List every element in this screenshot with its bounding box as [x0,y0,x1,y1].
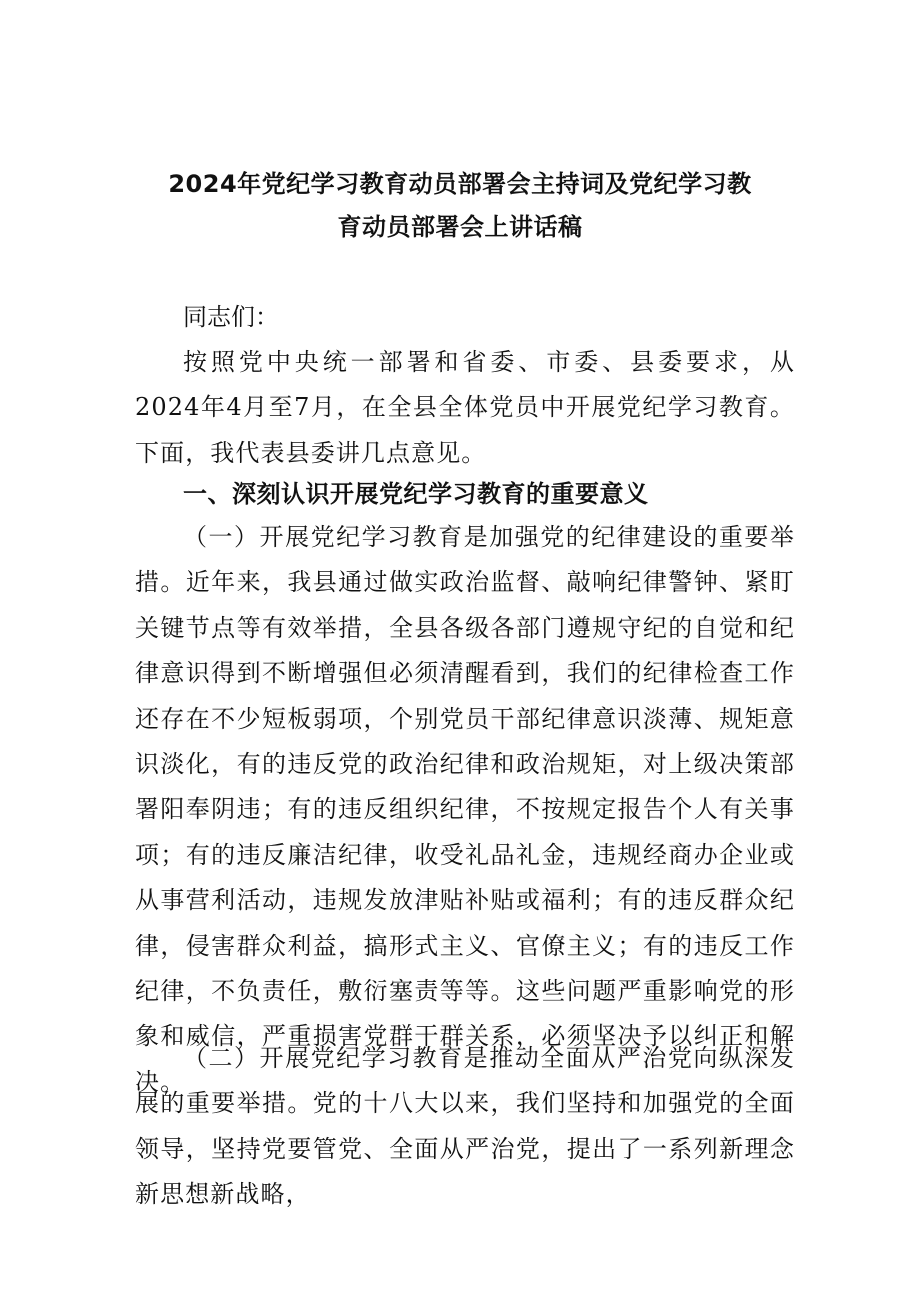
paragraph-section-1-2: （二）开展党纪学习教育是推动全面从严治党向纵深发展的重要举措。党的十八大以来，我们坚持和加强党的全面领导，坚持党要管党、全面从严治党，提出了一系列新理念新思想新战略， [135,1044,795,1209]
paragraph-section-1-1: （一）开展党纪学习教育是加强党的纪律建设的重要举措。近年来，我县通过做实政治监督、敲响纪律警钟、紧盯关键节点等有效举措，全县各级各部门遵规守纪的自觉和纪律意识得到不断增强但必须清醒看到，我们的纪律检查工作还存在不少短板弱项，个别党员干部纪律意识淡薄、规矩意识淡化，有的违反党的政治纪律和政治规矩，对上级决策部署阳奉阴违；有的违反组织纪律，不按规定报告个人有关事项；有的违反廉洁纪律，收受礼品礼金，违规经商办企业或从事营利活动，违规发放津贴补贴或福利；有的违反群众纪律，侵害群众利益，搞形式主义、官僚主义；有的违反工作纪律，不负责任，敷衍塞责等等。这些问题严重影响党的形象和威信，严重损害党群干群关系，必须坚决予以纠正和解决。 [135,523,795,1096]
document-title-line-1: 2024年党纪学习教育动员部署会主持词及党纪学习教 [168,170,752,198]
section-heading-1: 一、深刻认识开展党纪学习教育的重要意义 [183,480,649,508]
paragraph-intro: 按照党中央统一部署和省委、市委、县委要求，从2024年4月至7月，在全县全体党员中开展党纪学习教育。下面，我代表县委讲几点意见。 [135,348,795,467]
document-title-line-2: 育动员部署会上讲话稿 [337,213,583,241]
salutation: 同志们： [183,303,279,331]
